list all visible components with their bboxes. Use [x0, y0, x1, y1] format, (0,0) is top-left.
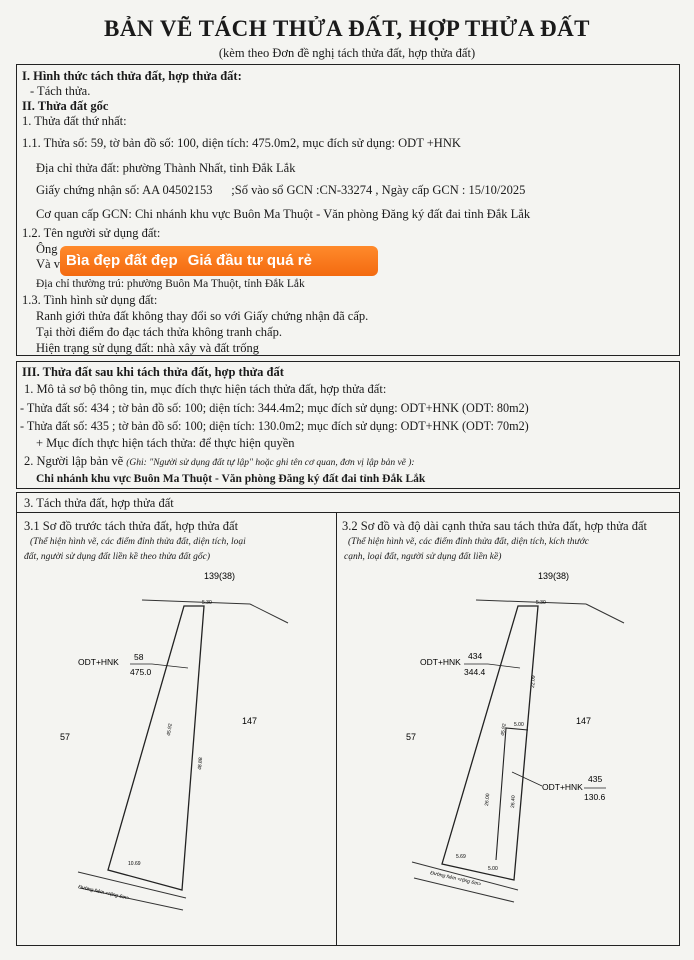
- boundary-note: Ranh giới thửa đất không thay đổi so với Giấy chứng nhận đã cấp.: [36, 309, 369, 323]
- after-left-neighbor: 57: [406, 732, 417, 742]
- after-landuse-b: ODT+HNK: [542, 782, 583, 792]
- landuse-heading: 1.3. Tình hình sử dụng đất:: [22, 293, 158, 307]
- after-note-2: cạnh, loại đất, người sử dụng đất liền kề): [344, 552, 502, 562]
- parcel-outline-total: [442, 606, 538, 880]
- drawing-maker-heading: 2. Người lập bản vẽ: [24, 454, 124, 468]
- after-parcel-b: 435: [588, 774, 603, 784]
- after-dim-right-upper: 22.09: [530, 675, 537, 689]
- after-road-edge-top: [412, 862, 518, 890]
- before-area: 475.0: [130, 667, 152, 677]
- promo-text-2: Giá đầu tư quá rẻ: [187, 252, 312, 269]
- promo-text-1: Bìa đẹp đất đẹp: [66, 252, 178, 269]
- parcel-434-info: - Thửa đất số: 434 ; tờ bản đồ số: 100; diện tích: 344.4m2; mục đích sử dụng: ODT+HNK (ODT: 80m2): [20, 401, 529, 415]
- after-parcel-a: 434: [468, 651, 483, 661]
- certificate-info: Giấy chứng nhận số: AA 04502153 ;Số vào sổ GCN :CN-33274 , Ngày cấp GCN : 15/10/2025: [36, 183, 526, 197]
- before-top-neighbor-line-2: [250, 604, 288, 623]
- after-top-neighbor-line-2: [586, 604, 624, 623]
- parcel-435-info: - Thửa đất số: 435 ; tờ bản đồ số: 100; diện tích: 130.0m2; mục đích sử dụng: ODT+HNK (ODT: 70m2): [20, 419, 529, 433]
- drawing-maker: Chi nhánh khu vực Buôn Ma Thuột - Văn phòng Đăng ký đất đai tỉnh Đắk Lắk: [36, 473, 426, 485]
- section3-heading: III. Thửa đất sau khi tách thửa đất, hợp thửa đất: [22, 365, 284, 379]
- before-dim-top: 5.30: [202, 600, 212, 606]
- split-purpose: + Mục đích thực hiện tách thửa: để thực hiện quyền: [36, 436, 295, 450]
- after-dim-left: 45.92: [500, 723, 508, 737]
- after-top-neighbor-line: [476, 600, 586, 604]
- parcel-address: Địa chỉ thửa đất: phường Thành Nhất, tỉnh Đắk Lắk: [36, 161, 296, 175]
- before-split-map: [18, 560, 334, 944]
- after-note-1: (Thể hiện hình vẽ, các điểm đỉnh thửa đất, diện tích, kích thước: [348, 537, 589, 547]
- after-right-neighbor: 147: [576, 716, 592, 726]
- section4-heading: 3. Tách thửa đất, hợp thửa đất: [24, 496, 174, 510]
- owner-heading: 1.2. Tên người sử dụng đất:: [22, 226, 161, 240]
- before-dim-bottom: 10.69: [128, 861, 141, 867]
- section3-l1: 1. Mô tả sơ bộ thông tin, mục đích thực hiện tách thửa đất, hợp thửa đất:: [24, 382, 387, 396]
- before-parcel-no: 58: [134, 652, 144, 662]
- before-heading: 3.1 Sơ đồ trước tách thửa đất, hợp thửa đất: [24, 519, 239, 533]
- before-right-neighbor: 147: [242, 716, 258, 726]
- before-dim-left: 45.92: [166, 723, 174, 737]
- dispute-note: Tại thời điểm đo đạc tách thửa không tranh chấp.: [36, 325, 282, 339]
- before-road-label: Đường hẻm <rộng 6m>: [77, 884, 130, 902]
- before-note-1: (Thể hiện hình vẽ, các điểm đỉnh thửa đất, diện tích, loại: [30, 537, 246, 547]
- section1-value: - Tách thửa.: [30, 84, 91, 98]
- after-dim-bottom-right: 5.00: [488, 866, 498, 872]
- section2-sub1: 1. Thửa đất thứ nhất:: [22, 114, 127, 128]
- document-title: BẢN VẼ TÁCH THỬA ĐẤT, HỢP THỬA ĐẤT: [103, 16, 591, 41]
- drawing-maker-note: (Ghi: "Người sử dụng đất tự lập" hoặc ghi tên cơ quan, đơn vị lập bản vẽ ):: [126, 458, 415, 468]
- after-area-a: 344.4: [464, 667, 486, 677]
- owner-line-2: Và v: [36, 257, 60, 271]
- section2-heading: II. Thửa đất gốc: [22, 99, 109, 113]
- before-top-neighbor-line: [142, 600, 250, 604]
- after-label-leader-a: [488, 664, 520, 668]
- after-top-parcel: 139(38): [538, 571, 570, 581]
- parcel-435-split-line: [496, 728, 528, 860]
- drawing-maker-label: [24, 453, 415, 471]
- promo-banner: [60, 246, 378, 276]
- after-dim-inner-right: 26.40: [510, 795, 517, 809]
- before-note-2: đất, người sử dụng đất liền kề theo thửa đất gốc): [24, 552, 211, 562]
- after-dim-top: 5.30: [536, 600, 546, 606]
- current-use: Hiện trạng sử dụng đất: nhà xây và đất trống: [36, 341, 260, 355]
- after-road-label: Đường hẻm <rộng 6m>: [429, 870, 482, 888]
- after-split-map: [338, 560, 678, 944]
- owner-line-1: Ông: [36, 242, 58, 256]
- before-dim-right: 48.88: [197, 757, 205, 771]
- after-landuse-a: ODT+HNK: [420, 657, 461, 667]
- section1-heading: I. Hình thức tách thửa đất, hợp thửa đất:: [22, 69, 242, 83]
- before-label-leader: [152, 664, 188, 668]
- after-dim-inner-left: 26.00: [484, 793, 492, 807]
- document-subtitle: (kèm theo Đơn đề nghị tách thửa đất, hợp thửa đất): [218, 46, 476, 60]
- diagram-divider-h: [16, 512, 680, 513]
- after-dim-bottom-left: 5.69: [456, 854, 466, 860]
- before-landuse: ODT+HNK: [78, 657, 119, 667]
- residence-address: Địa chỉ thường trú: phường Buôn Ma Thuột, tỉnh Đắk Lắk: [36, 278, 305, 290]
- certificate-agency: Cơ quan cấp GCN: Chi nhánh khu vực Buôn Ma Thuột - Văn phòng Đăng ký đất đai tỉnh Đắk Lắk: [36, 207, 531, 221]
- parcel-58-outline: [108, 606, 204, 890]
- after-area-b: 130.6: [584, 792, 606, 802]
- parcel-59-info: 1.1. Thửa số: 59, tờ bản đồ số: 100, diện tích: 475.0m2, mục đích sử dụng: ODT +HNK: [22, 136, 461, 150]
- after-dim-mid: 5.00: [514, 722, 524, 728]
- after-label-leader-b: [512, 772, 542, 786]
- before-top-parcel: 139(38): [204, 571, 236, 581]
- before-left-neighbor: 57: [60, 732, 71, 742]
- after-heading: 3.2 Sơ đồ và độ dài cạnh thửa sau tách thửa đất, hợp thửa đất: [342, 519, 647, 533]
